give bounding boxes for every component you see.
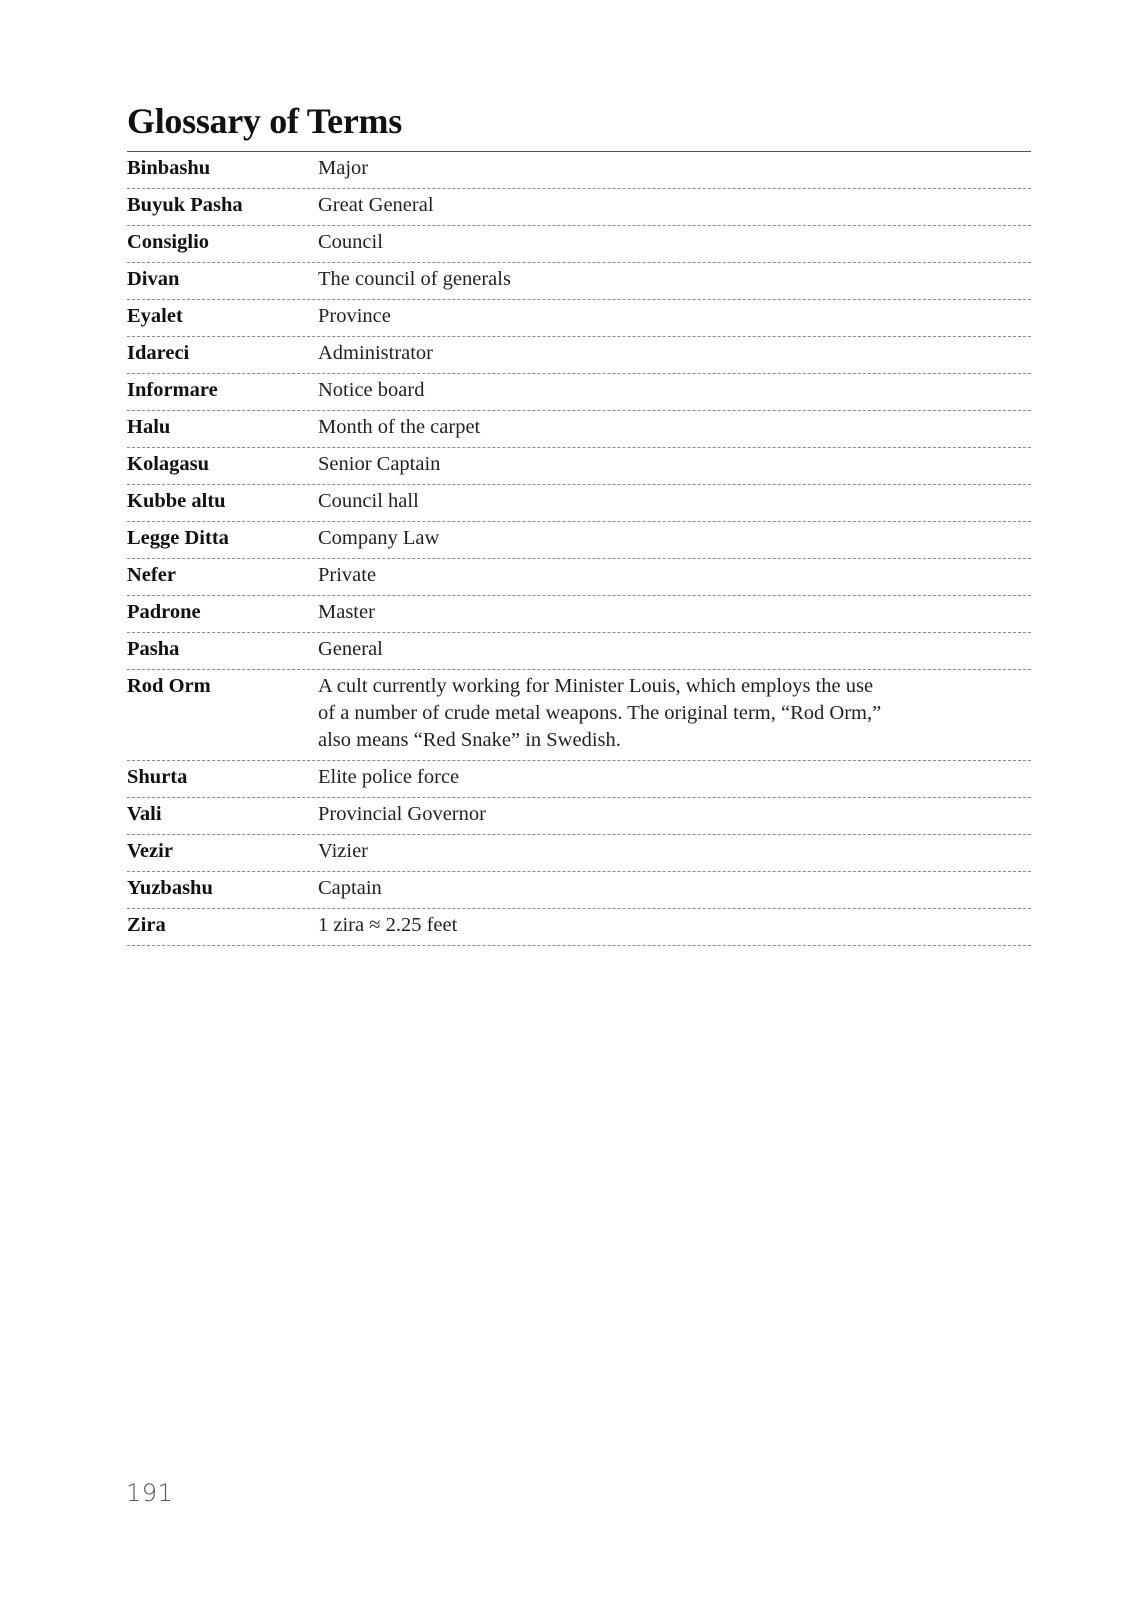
glossary-term: Idareci <box>127 342 190 364</box>
glossary-definition: Captain <box>318 877 382 899</box>
glossary-term: Shurta <box>127 766 188 788</box>
glossary-definition: Administrator <box>318 342 434 364</box>
glossary-term: Informare <box>127 379 218 401</box>
glossary-definition: The council of generals <box>318 268 511 290</box>
page-title: Glossary of Terms <box>127 101 402 141</box>
glossary-definition: Notice board <box>318 379 425 401</box>
glossary-term: Vezir <box>127 840 173 862</box>
glossary-entry <box>127 152 1031 189</box>
glossary-definition: A cult currently working for Minister Louis, which employs the use of a number of crude metal weapons. The original term, “Rod Orm,” also means “Red Snake” in Swedish. <box>318 675 882 751</box>
glossary-term: Padrone <box>127 601 201 623</box>
glossary-term: Buyuk Pasha <box>127 194 243 216</box>
glossary-term: Rod Orm <box>127 675 211 697</box>
glossary-definition: Elite police force <box>318 766 460 788</box>
glossary-entry <box>127 559 1031 596</box>
glossary-entry <box>127 374 1031 411</box>
glossary-entry <box>127 596 1031 633</box>
glossary-term: Divan <box>127 268 180 290</box>
glossary-table <box>127 152 1031 946</box>
glossary-definition: Senior Captain <box>318 453 441 475</box>
glossary-definition: Provincial Governor <box>318 803 486 825</box>
glossary-term: Binbashu <box>127 157 211 179</box>
glossary-entry <box>127 226 1031 263</box>
glossary-term: Kubbe altu <box>127 490 226 512</box>
glossary-entry <box>127 872 1031 909</box>
glossary-entry <box>127 835 1031 872</box>
glossary-term: Halu <box>127 416 171 438</box>
glossary-definition: Major <box>318 157 369 179</box>
glossary-term: Yuzbashu <box>127 877 213 899</box>
glossary-entry <box>127 448 1031 485</box>
glossary-entry <box>127 761 1031 798</box>
glossary-entry <box>127 263 1031 300</box>
glossary-term: Pasha <box>127 638 180 660</box>
glossary-entry <box>127 300 1031 337</box>
glossary-definition: 1 zira ≈ 2.25 feet <box>318 914 458 936</box>
glossary-definition: Council hall <box>318 490 419 512</box>
page-number: 191 <box>126 1479 174 1507</box>
glossary-term: Nefer <box>127 564 176 586</box>
glossary-term: Consiglio <box>127 231 210 253</box>
glossary-definition: Great General <box>318 194 434 216</box>
glossary-term: Eyalet <box>127 305 183 327</box>
glossary-term: Zira <box>127 914 166 936</box>
glossary-term: Legge Ditta <box>127 527 229 549</box>
glossary-definition: General <box>318 638 383 660</box>
glossary-term: Kolagasu <box>127 453 210 475</box>
glossary-definition: Council <box>318 231 383 253</box>
glossary-term: Vali <box>127 803 162 825</box>
glossary-entry <box>127 633 1031 670</box>
glossary-entry <box>127 798 1031 835</box>
glossary-entry <box>127 670 1031 761</box>
glossary-definition: Province <box>318 305 391 327</box>
glossary-definition: Private <box>318 564 377 586</box>
glossary-entry <box>127 337 1031 374</box>
glossary-entry <box>127 189 1031 226</box>
glossary-entry <box>127 485 1031 522</box>
glossary-definition: Company Law <box>318 527 440 549</box>
glossary-definition: Vizier <box>318 840 368 862</box>
glossary-entry <box>127 522 1031 559</box>
glossary-entry <box>127 909 1031 946</box>
glossary-definition: Month of the carpet <box>318 416 481 438</box>
glossary-entry <box>127 411 1031 448</box>
glossary-definition: Master <box>318 601 375 623</box>
